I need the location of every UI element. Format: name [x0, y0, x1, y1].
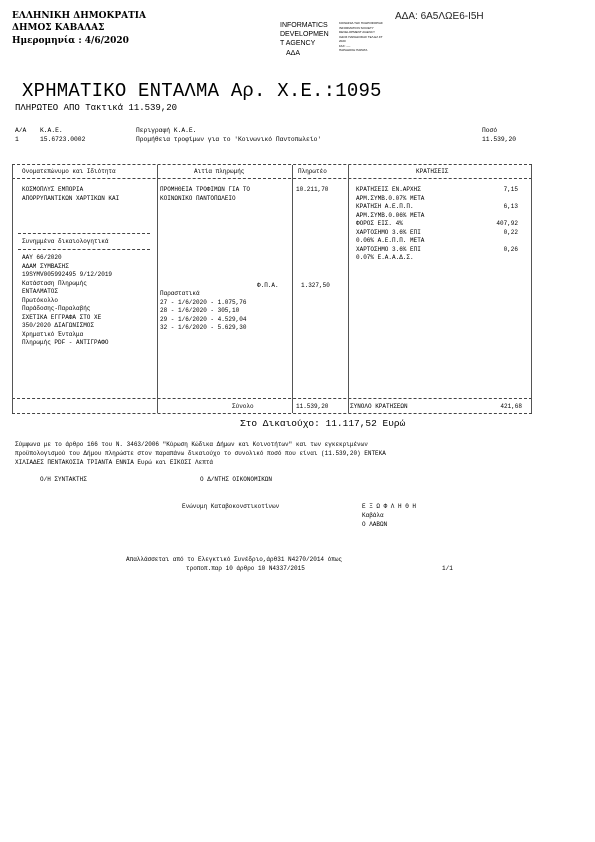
footer-page-number: 1/1 — [442, 565, 453, 572]
total-deductions: 421,68 — [500, 402, 522, 410]
logo-line-2: DEVELOPMEN — [280, 31, 329, 38]
date-label: Ημερομηνία : 4/6/2020 — [12, 36, 129, 46]
doc-line-3: 19SYMV005992495 9/12/2019 — [22, 271, 113, 278]
table-right-border — [531, 165, 532, 413]
signature-director: Ο Δ/ΝΤΗΣ ΟΙΚΟΝΟΜΙΚΩΝ — [200, 476, 273, 483]
invoice-line-2: 28 - 1/6/2020 - 305,10 — [160, 307, 240, 314]
cause-line-1: ΠΡΟΜΗΘΕΙΑ ΤΡΟΦΙΜΩΝ ΓΙΑ ΤΟ — [160, 186, 251, 193]
deduction-label-5: ΦΟΡΟΣ ΕΙΣ. 4% — [356, 220, 403, 227]
deduction-label-8: ΧΑΡΤΟΣΗΜΟ 3.6% ΕΠΙ — [356, 245, 421, 253]
footer-line-2: τροποπ.παρ 10 άρθρο 10 Ν4337/2015 — [186, 565, 305, 572]
signature-treasurer: Ε Ξ Ω Φ Λ Η Θ Η — [362, 503, 417, 510]
deduction-value-5: 407,92 — [496, 220, 518, 227]
doc-line-10: Χρηματικό Ένταλμα — [22, 330, 84, 338]
budget-row-amount: 11.539,20 — [482, 136, 517, 143]
deduction-value-1: 7,15 — [503, 186, 518, 193]
invoice-line-4: 32 - 1/6/2020 - 5.629,30 — [160, 324, 247, 331]
signature-city: Καβάλα — [362, 512, 384, 519]
col-header-deductions: ΚΡΑΤΗΣΕΙΣ — [416, 168, 449, 175]
cause-line-2: ΚΟΙΝΩΝΙΚΟ ΠΑΝΤΟΠΩΛΕΙΟ — [160, 194, 236, 202]
doc-line-8: ΣΧΕΤΙΚΑ ΕΓΓΡΑΦΑ ΣΤΟ ΧΕ — [22, 313, 102, 321]
invoice-line-1: 27 - 1/6/2020 - 1.075,76 — [160, 298, 247, 306]
budget-header-desc: Περιγραφή Κ.Α.Ε. — [136, 127, 197, 134]
deduction-value-8: 0,26 — [503, 245, 518, 253]
logo-ada: ΑΔΑ — [286, 50, 301, 57]
payable-amount: 10.211,70 — [296, 186, 329, 193]
logo-side-1: ΚΟΙΝΩΝΙΑ ΤΗΣ ΠΛΗΡΟΦΟΡΙΑΣ — [339, 21, 383, 25]
page-subtitle: ΠΛΗΡΩΤΕΟ ΑΠΟ Τακτικά 11.539,20 — [15, 103, 178, 113]
ada-code: ΑΔΑ: 6Α5ΛΩΕ6-Ι5Η — [395, 11, 484, 22]
deduction-label-3: ΚΡΑΤΗΣΗ Α.Ε.Π.Π. — [356, 203, 414, 210]
table-left-border — [12, 165, 13, 413]
footer-line-1: Απαλλάσσεται από το Ελεγκτικό Συνέδριο,άρθ31 Ν4270/2014 όπως — [126, 556, 343, 563]
org-line-2: ΔΗΜΟΣ ΚΑΒΑΛΑΣ — [12, 23, 105, 33]
doc-line-7: Παράδοσης-Παραλαβής — [22, 305, 91, 312]
table-top-rule — [12, 164, 532, 165]
beneficiary-line-2: ΑΠΟΡΡΥΠΑΝΤΙΚΩΝ ΧΑΡΤΙΚΩΝ ΚΑΙ — [22, 194, 120, 202]
doc-line-4: Κατάσταση Πληρωμής — [22, 279, 87, 287]
signature-receiver: Ο ΛΑΒΩΝ — [362, 521, 388, 528]
logo-side-6: FAX: ---- — [339, 43, 351, 48]
logo-line-1: INFORMATICS — [280, 22, 328, 29]
org-line-1: ΕΛΛΗΝΙΚΗ ΔΗΜΟΚΡΑΤΙΑ — [12, 11, 146, 21]
total-payable: 11.539,20 — [296, 402, 329, 410]
table-header-rule — [12, 178, 532, 179]
logo-side-2: INFORMATION SOCIETY — [339, 25, 374, 30]
signature-binding: Ενώνυμη Καταβοκονστικοτίνων — [182, 503, 280, 510]
net-amount: Στο Δικαιούχο: 11.117,52 Ευρώ — [240, 418, 406, 429]
deduction-label-6: ΧΑΡΤΟΣΗΜΟ 3.6% ΕΠΙ — [356, 228, 421, 236]
deduction-label-2: ΑΡΜ.ΣΥΜΒ.0.07% ΜΕΤΑ — [356, 194, 425, 202]
doc-line-9: 350/2020 ΔΙΑΓΩΝΙΣΜΟΣ — [22, 322, 95, 329]
budget-header-aa: Α/Α — [15, 127, 27, 134]
doc-line-6: Πρωτόκολλο — [22, 296, 59, 304]
logo-side-5: 2020 — [339, 39, 346, 43]
deduction-value-3: 6,13 — [503, 203, 518, 210]
legal-line-2: προϋπολογισμού του Δήμου πληρώστε στον παραπάνω δικαιούχο το συνολικό ποσό που είναι (11.539,20) ΕΝΤΕΚΑ — [15, 450, 386, 457]
table-col-divider-3 — [348, 165, 349, 413]
diavgeia-logo — [280, 20, 395, 60]
col-header-payable: Πληρωτέο — [298, 168, 327, 175]
doc-line-2: ΑΔΑΜ ΣΥΜΒΑΣΗΣ — [22, 262, 69, 270]
budget-row-aa: 1 — [15, 136, 19, 143]
total-label: Σύνολο — [232, 402, 254, 410]
deduction-value-6: 0,22 — [503, 228, 518, 236]
table-total-rule-top — [12, 398, 532, 399]
budget-row-desc: Προμήθεια τροφίμων για το 'Κοινωνικό Παντοπωλείο' — [136, 136, 322, 143]
fpa-label: Φ.Π.Α. — [257, 282, 279, 289]
total-deductions-label: ΣΥΝΟΛΟ ΚΡΑΤΗΣΕΩΝ — [350, 402, 408, 410]
col-header-beneficiary: Ονοματεπώνυμο και Ιδιότητα — [22, 168, 116, 175]
invoices-title: Παραστατικά — [160, 290, 200, 297]
page-title: ΧΡΗΜΑΤΙΚΟ ΕΝΤΑΛΜΑ Αρ. Χ.Ε.:1095 — [22, 80, 382, 102]
docs-title: Συνημμένα δικαιολογητικά — [22, 238, 109, 245]
deduction-label-4: ΑΡΜ.ΣΥΜΒ.0.06% ΜΕΤΑ — [356, 211, 425, 219]
budget-header-kae: Κ.Α.Ε. — [40, 127, 63, 134]
table-total-rule-bottom — [12, 413, 532, 414]
logo-side-4: ΟΔΟΣ ΠΑΡΑΔΟΣΙΑΣ ΤΕΛ ΕΛ ΣΤ — [339, 34, 383, 39]
deduction-label-1: ΚΡΑΤΗΣΕΙΣ ΕΝ.ΑΡΧΗΣ — [356, 186, 421, 193]
legal-line-3: ΧΙΛΙΑΔΕΣ ΠΕΝΤΑΚΟΣΙΑ ΤΡΙΑΝΤΑ ΕΝΝΙΑ Ευρώ και ΕΙΚΟΣΙ Λεπτά — [15, 459, 214, 466]
legal-line-1: Σύμφωνα με το άρθρο 166 του Ν. 3463/2006 "Κύρωση Κώδικα Δήμων και Κοινοτήτων" και των εγκεκριμένων — [15, 441, 368, 448]
budget-header-amount: Ποσό — [482, 127, 498, 134]
col-header-cause: Αιτία πληρωμής — [194, 168, 245, 175]
docs-rule-top — [18, 233, 150, 234]
logo-side-7: ΠΑΡΑΔΟΣΗ ΠΑΡΑΤΑ — [339, 48, 368, 52]
budget-row-kae: 15.6723.0002 — [40, 136, 86, 143]
docs-rule-bottom — [18, 249, 150, 250]
logo-line-3: T AGENCY — [280, 40, 316, 47]
doc-line-11: Πληρωμής PDF - ΑΝΤΙΓΡΑΦΟ — [22, 339, 109, 346]
table-col-divider-2 — [292, 165, 293, 413]
signature-drafter: Ο/Η ΣΥΝΤΑΚΤΗΣ — [40, 476, 87, 483]
deduction-label-9: 0.07% Ε.Α.Α.Δ.Σ. — [356, 254, 414, 261]
table-col-divider-1 — [157, 165, 158, 413]
doc-line-5: ΕΝΤΑΛΜΑΤΟΣ — [22, 288, 59, 295]
invoice-line-3: 29 - 1/6/2020 - 4.529,04 — [160, 315, 247, 323]
fpa-amount: 1.327,50 — [301, 282, 330, 289]
beneficiary-line-1: ΚΟΣΜΟΠΛΥΣ ΕΜΠΟΡΙΑ — [22, 186, 84, 193]
doc-line-1: ΑΑΥ 66/2020 — [22, 254, 62, 261]
logo-side-3: DEVELOPMENT AGENCY — [339, 30, 375, 34]
deduction-label-7: 0.06% Α.Ε.Π.Π. ΜΕΤΑ — [356, 237, 425, 244]
